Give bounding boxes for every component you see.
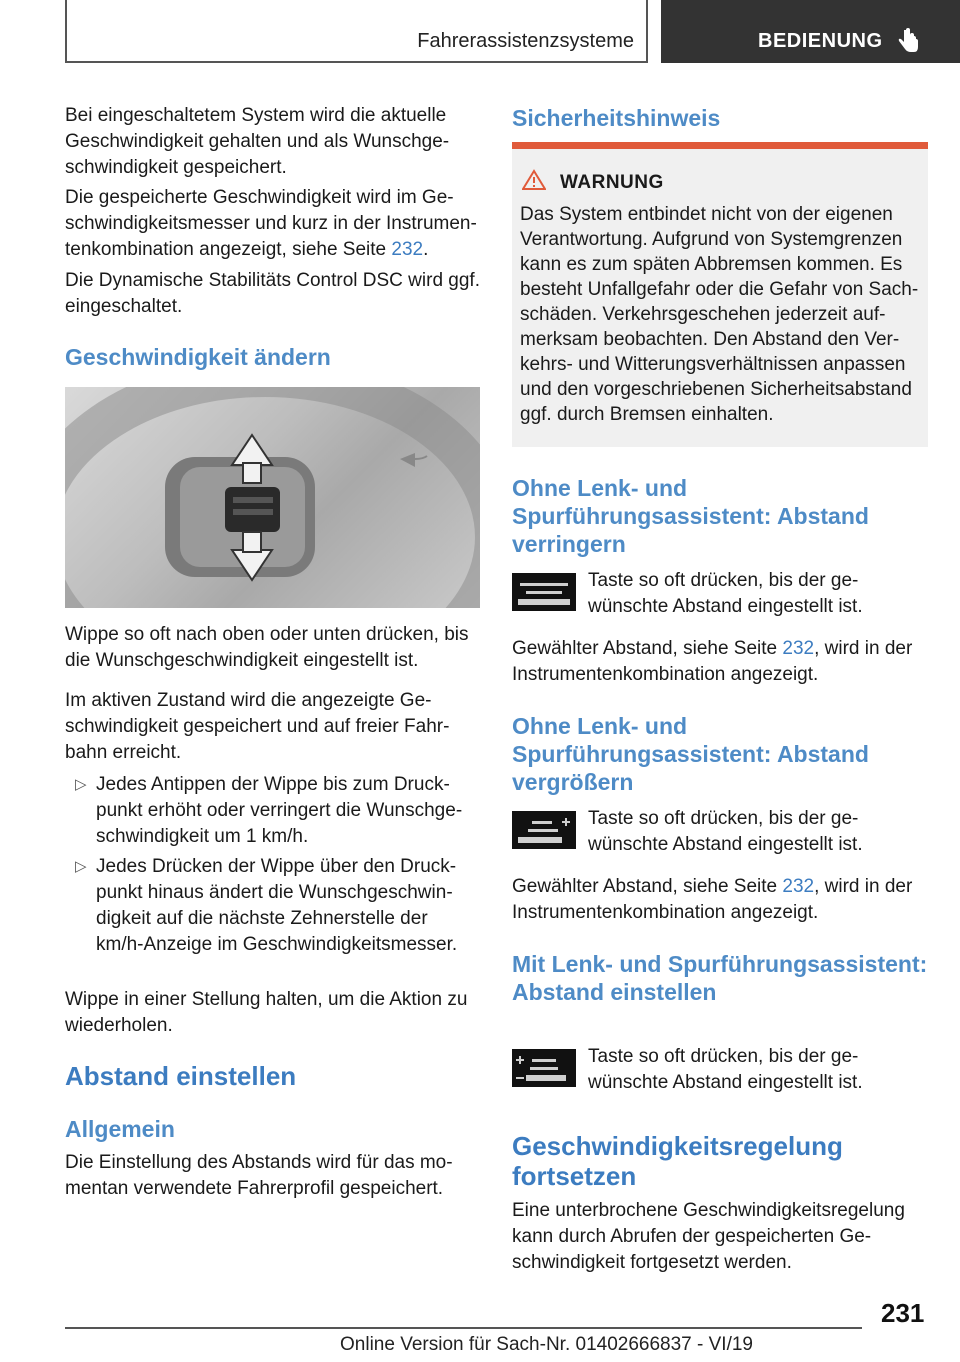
hand-pointer-icon <box>895 28 921 54</box>
heading-set-distance: Abstand einstellen <box>65 1061 297 1091</box>
footer-version: Online Version für Sach-Nr. 01402666837 - VI/19 <box>340 1334 753 1355</box>
selected-distance-text: Gewählter Abstand, siehe Seite <box>512 638 783 659</box>
warning-text: Das System entbindet nicht von der eigenen Verantwortung. Aufgrund von Systemgrenzen kann es zum späten Abbremsen kommen. Es besteht Unfallgefahr oder die Gefahr von Sachschäden. Verkehrsgeschehen jederzeit aufmerksam beobachten. Den Abstand den Verkehrs- und Witterungsverhältnissen anpassen und den vorgeschriebenen Sicherheitsabstand ggf. durch Bremsen einhalten. <box>520 204 919 425</box>
heading-general: Allgemein <box>65 1116 175 1142</box>
heading-change-speed: Geschwindigkeit ändern <box>65 344 331 370</box>
heading-reduce-distance: Ohne Lenk- und Spurführungsassistent: Abstand verringern <box>512 475 869 557</box>
paragraph-hold-rocker: Wippe in einer Stellung halten, um die Aktion zu wiederholen. <box>65 989 468 1036</box>
page-number: 231 <box>881 1298 925 1328</box>
page-link-232[interactable]: 232 <box>782 638 815 659</box>
header-section-title: Fahrerassistenzsysteme <box>417 30 634 52</box>
selected-distance-text: , wird in der Instrumentenkombination angezeigt. <box>512 876 913 923</box>
heading-increase-distance: Ohne Lenk- und Spurführungsassistent: Abstand vergrößern <box>512 713 869 795</box>
heading-set-distance-assist: Mit Lenk- und Spurführungsassistent: Abstand einstellen <box>512 951 928 1005</box>
paragraph-stored-speed <box>65 185 480 263</box>
header-chapter-title: BEDIENUNG <box>758 30 883 52</box>
heading-safety: Sicherheitshinweis <box>512 105 721 131</box>
distance-decrease-icon <box>512 573 576 611</box>
heading-resume-cruise: Geschwindigkeitsregelung fortsetzen <box>512 1131 843 1191</box>
selected-distance-1 <box>512 636 928 688</box>
press-instruction-1: Taste so oft drücken, bis der gewünschte Abstand eingestellt ist. <box>588 570 863 617</box>
period: . <box>423 239 429 260</box>
paragraph-active-state: Im aktiven Zustand wird die angezeigte Geschwindigkeit gespeichert und auf freier Fahrbahn erreicht. <box>65 690 450 763</box>
warning-bar <box>512 142 928 149</box>
warning-triangle-icon <box>522 169 546 191</box>
steering-wheel-rocker-photo <box>65 387 480 608</box>
paragraph-rocker: Wippe so oft nach oben oder unten drücken, bis die Wunschgeschwindigkeit eingestellt ist. <box>65 624 469 671</box>
paragraph-resume: Eine unterbrochene Geschwindigkeitsregelung kann durch Abrufen der gespeicherten Geschwindigkeit fortgesetzt werden. <box>512 1200 905 1273</box>
warning-title: WARNUNG <box>560 172 664 193</box>
header-section-tab <box>65 0 648 63</box>
footer-divider <box>65 1327 862 1329</box>
paragraph-distance-profile: Die Einstellung des Abstands wird für das momentan verwendete Fahrerprofil gespeichert. <box>65 1152 453 1199</box>
paragraph-dsc: Die Dynamische Stabilitäts Control DSC wird ggf. eingeschaltet. <box>65 270 480 317</box>
press-instruction-3: Taste so oft drücken, bis der gewünschte Abstand eingestellt ist. <box>588 1046 863 1093</box>
paragraph-stored-speed-text: Die gespeicherte Geschwindigkeit wird im Geschwindigkeitsmesser und kurz in der Instrumentenkombination angezeigt, siehe Seite <box>65 187 477 260</box>
page-link-232[interactable]: 232 <box>391 239 424 260</box>
bullet-item-1: Jedes Antippen der Wippe bis zum Druckpunkt erhöht oder verringert die Wunschgeschwindigkeit um 1 km/h. <box>96 774 463 847</box>
distance-increase-icon <box>512 811 576 849</box>
selected-distance-2 <box>512 874 928 926</box>
bullet-triangle-icon: ▷ <box>75 858 87 875</box>
bullet-triangle-icon: ▷ <box>75 776 87 793</box>
selected-distance-text: , wird in der Instrumentenkombination angezeigt. <box>512 638 913 685</box>
selected-distance-text: Gewählter Abstand, siehe Seite <box>512 876 783 897</box>
distance-adjust-icon <box>512 1049 576 1087</box>
bullet-item-2: Jedes Drücken der Wippe über den Druckpunkt hinaus ändert die Wunschgeschwindigkeit auf die nächste Zehnerstelle der km/h-Anzeige im Geschwindigkeitsmesser. <box>96 856 458 955</box>
warning-box <box>512 142 928 447</box>
press-instruction-2: Taste so oft drücken, bis der gewünschte Abstand eingestellt ist. <box>588 808 863 855</box>
page-link-232[interactable]: 232 <box>782 876 815 897</box>
paragraph-active-system: Bei eingeschaltetem System wird die aktuelle Geschwindigkeit gehalten und als Wunschgeschwindigkeit gespeichert. <box>65 105 450 178</box>
